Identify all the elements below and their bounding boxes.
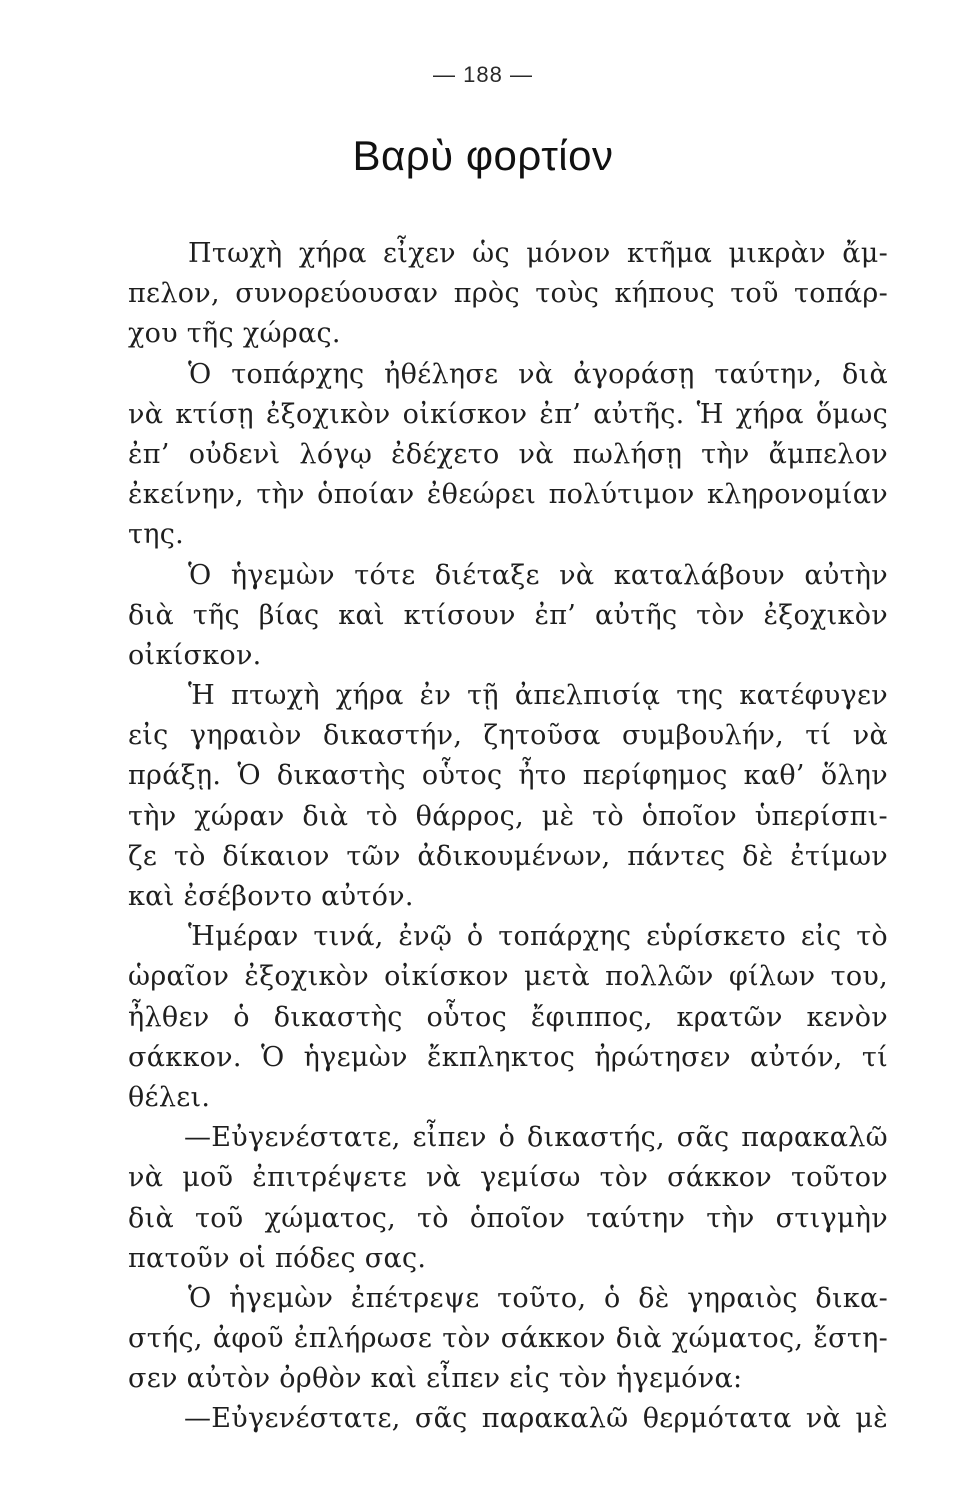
text-line: πράξῃ. Ὁ δικαστὴς οὗτος ἦτο περίφημος καθ’ ὅλην [128,760,888,792]
text-line: ἦλθεν ὁ δικαστὴς οὗτος ἔφιππος, κρατῶν κενὸν [128,1001,888,1033]
page-number: — 188 — [433,62,533,87]
text-line: εἰς γηραιὸν δικαστήν, ζητοῦσα συμβουλήν, τί νὰ [128,720,888,752]
text-line: ἐπ’ οὐδενὶ λόγῳ ἐδέχετο νὰ πωλήσῃ τὴν ἄμπελον [128,438,888,470]
text-line: της. [128,519,185,551]
text-line: πελον, συνορεύουσαν πρὸς τοὺς κήπους τοῦ τοπάρ- [128,278,888,310]
text-line: νὰ κτίσῃ ἐξοχικὸν οἰκίσκον ἐπ’ αὐτῆς. Ἡ χήρα ὅμως [128,398,888,430]
text-line: —Εὐγενέστατε, σᾶς παρακαλῶ θερμότατα νὰ μὲ [184,1403,888,1435]
text-line: διὰ τῆς βίας καὶ κτίσουν ἐπ’ αὐτῆς τὸν ἐξοχικὸν [128,599,888,631]
text-line: Ἡμέραν τινά, ἐνῷ ὁ τοπάρχης εὑρίσκετο εἰς τὸ [188,921,888,953]
text-line: χου τῆς χώρας. [128,318,341,350]
text-line: σάκκον. Ὁ ἡγεμὼν ἔκπληκτος ἠρώτησεν αὐτόν, τί [128,1041,888,1073]
text-line: Ὁ ἡγεμὼν ἐπέτρεψε τοῦτο, ὁ δὲ γηραιὸς δικα- [188,1282,888,1314]
text-line: σεν αὐτὸν ὀρθὸν καὶ εἶπεν εἰς τὸν ἡγεμόνα: [128,1363,743,1395]
text-line: νὰ μοῦ ἐπιτρέψετε νὰ γεμίσω τὸν σάκκον τοῦτον [128,1162,888,1194]
text-line: Πτωχὴ χήρα εἶχεν ὡς μόνον κτῆμα μικρὰν ἄμ- [188,238,888,269]
text-line: στής, ἀφοῦ ἐπλήρωσε τὸν σάκκον διὰ χώματος, ἔστη- [128,1323,888,1355]
text-line: —Εὐγενέστατε, εἶπεν ὁ δικαστής, σᾶς παρακαλῶ [184,1122,888,1154]
text-line: καὶ ἐσέβοντο αὐτόν. [128,881,414,912]
page-title: Βαρὺ φορτίον [352,132,614,179]
text-line: οἰκίσκον. [128,639,262,671]
text-line: Ἡ πτωχὴ χήρα ἐν τῇ ἀπελπισίᾳ της κατέφυγεν [188,680,888,712]
text-line: θέλει. [128,1081,211,1113]
text-line: ὡραῖον ἐξοχικὸν οἰκίσκον μετὰ πολλῶν φίλων του, [128,961,888,993]
text-line: Ὁ ἡγεμὼν τότε διέταξε νὰ καταλάβουν αὐτὴν [188,559,888,591]
text-line: διὰ τοῦ χώματος, τὸ ὁποῖον ταύτην τὴν στιγμὴν [128,1202,888,1234]
text-line: τὴν χώραν διὰ τὸ θάρρος, μὲ τὸ ὁποῖον ὑπερίσπι- [128,800,888,832]
text-line: ἐκείνην, τὴν ὁποίαν ἐθεώρει πολύτιμον κληρονομίαν [128,479,888,511]
text-line: Ὁ τοπάρχης ἠθέλησε νὰ ἀγοράσῃ ταύτην, διὰ [188,358,888,390]
text-line: ζε τὸ δίκαιον τῶν ἀδικουμένων, πάντες δὲ ἐτίμων [128,840,888,872]
story-text [128,234,888,1440]
text-line: πατοῦν οἱ πόδες σας. [128,1242,427,1274]
